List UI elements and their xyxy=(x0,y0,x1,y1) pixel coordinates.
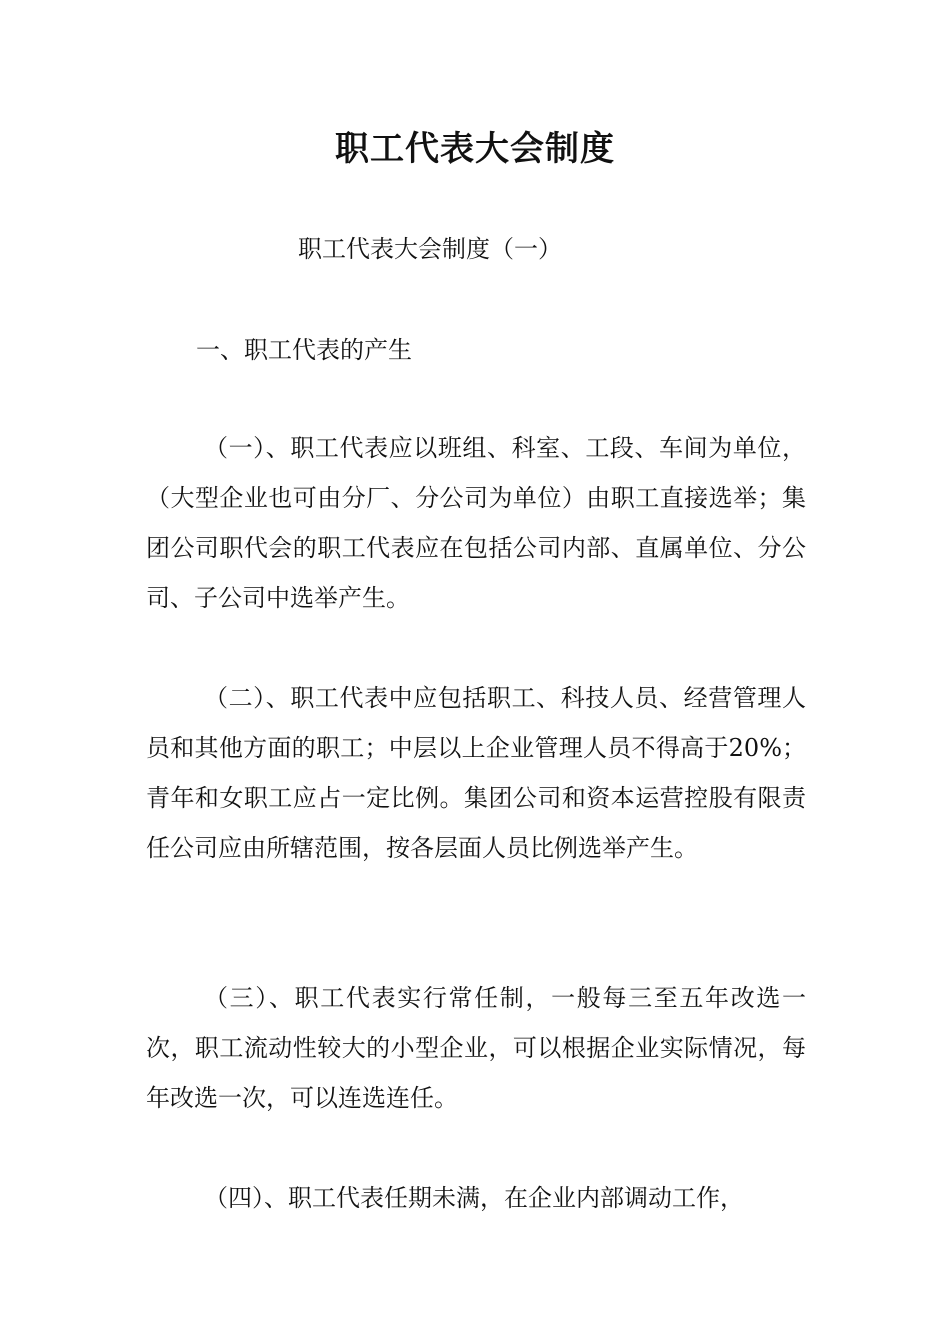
paragraph-4: （四）、职工代表任期未满，在企业内部调动工作， xyxy=(204,1184,744,1212)
document-title: 职工代表大会制度 xyxy=(335,129,615,169)
document-subtitle: 职工代表大会制度（一） xyxy=(298,235,562,263)
paragraph-1: （一）、职工代表应以班组、科室、工段、车间为单位，（大型企业也可由分厂、分公司为单位）由职工直接选举；集团公司职代会的职工代表应在包括公司内部、直属单位、分公司、子公司中选举产生。 xyxy=(146,434,806,612)
section-heading: 一、职工代表的产生 xyxy=(196,336,412,364)
paragraph-2: （二）、职工代表中应包括职工、科技人员、经营管理人员和其他方面的职工；中层以上企业管理人员不得高于20%；青年和女职工应占一定比例。集团公司和资本运营控股有限责任公司应由所辖范围，按各层面人员比例选举产生。 xyxy=(146,684,806,862)
paragraph-3: （三）、职工代表实行常任制，一般每三至五年改选一次，职工流动性较大的小型企业，可以根据企业实际情况，每年改选一次，可以连选连任。 xyxy=(146,984,806,1112)
